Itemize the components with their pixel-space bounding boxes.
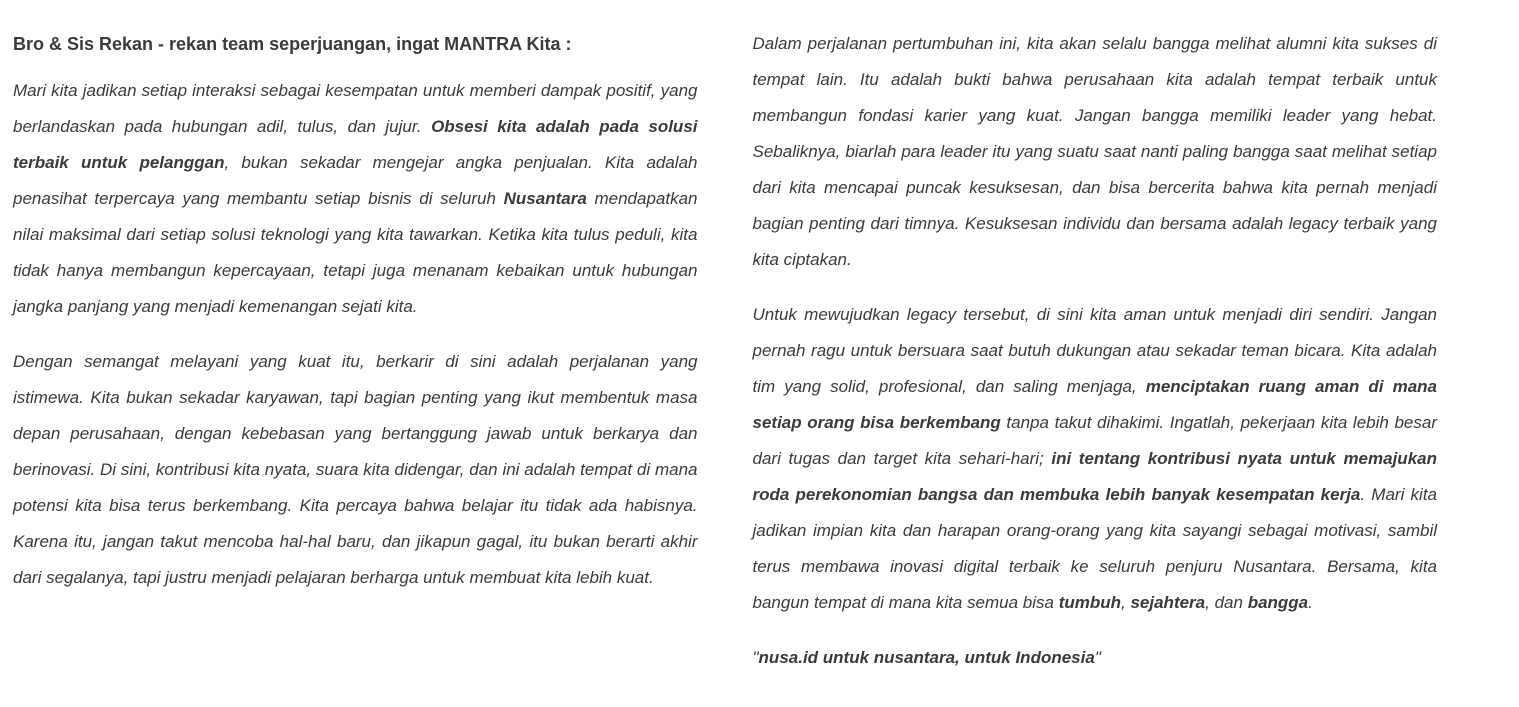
- right-paragraph-2: Untuk mewujudkan legacy tersebut, di sini kita aman untuk menjadi diri sendiri. Jangan pernah ragu untuk bersuara saat butuh dukungan atau sekadar teman bicara. Kita adalah tim yang solid, profesional, dan saling menjaga, menciptakan ruang aman di mana setiap orang bisa berkembang tanpa takut dihakimi. Ingatlah, pekerjaan kita lebih besar dari tugas dan target kita sehari-hari; ini tentang kontribusi nyata untuk memajukan roda perekonomian bangsa dan membuka lebih banyak kesempatan kerja. Mari kita jadikan impian kita dan harapan orang-orang yang kita sayangi sebagai motivasi, sambil terus membawa inovasi digital terbaik ke seluruh penjuru Nusantara. Bersama, kita bangun tempat di mana kita semua bisa tumbuh, sejahtera, dan bangga.: [752, 305, 1437, 612]
- left-column: [13, 26, 698, 695]
- closing-quote: "nusa.id untuk nusantara, untuk Indonesia": [752, 648, 1101, 667]
- right-column: [753, 26, 1438, 695]
- mantra-heading: Bro & Sis Rekan - rekan team seperjuangan, ingat MANTRA Kita :: [13, 34, 572, 54]
- left-paragraph-2: Dengan semangat melayani yang kuat itu, berkarir di sini adalah perjalanan yang istimewa. Kita bukan sekadar karyawan, tapi bagian penting yang ikut membentuk masa depan perusahaan, dengan kebebasan yang bertanggung jawab untuk berkarya dan berinovasi. Di sini, kontribusi kita nyata, suara kita didengar, dan ini adalah tempat di mana potensi kita bisa terus berkembang. Kita percaya bahwa belajar itu tidak ada habisnya. Karena itu, jangan takut mencoba hal-hal baru, dan jikapun gagal, itu bukan berarti akhir dari segalanya, tapi justru menjadi pelajaran berharga untuk membuat kita lebih kuat.: [13, 352, 698, 587]
- right-paragraph-1: Dalam perjalanan pertumbuhan ini, kita akan selalu bangga melihat alumni kita sukses di tempat lain. Itu adalah bukti bahwa perusahaan kita adalah tempat terbaik untuk membangun fondasi karier yang kuat. Jangan bangga memiliki leader yang hebat. Sebaliknya, biarlah para leader itu yang suatu saat nanti paling bangga saat melihat setiap dari kita mencapai puncak kesuksesan, dan bisa bercerita bahwa kita pernah menjadi bagian penting dari timnya. Kesuksesan individu dan bersama adalah legacy terbaik yang kita ciptakan.: [752, 34, 1437, 269]
- left-paragraph-1: Mari kita jadikan setiap interaksi sebagai kesempatan untuk memberi dampak positif, yang berlandaskan pada hubungan adil, tulus, dan jujur. Obsesi kita adalah pada solusi terbaik untuk pelanggan, bukan sekadar mengejar angka penjualan. Kita adalah penasihat terpercaya yang membantu setiap bisnis di seluruh Nusantara mendapatkan nilai maksimal dari setiap solusi teknologi yang kita tawarkan. Ketika kita tulus peduli, kita tidak hanya membangun kepercayaan, tetapi juga menanam kebaikan untuk hubungan jangka panjang yang menjadi kemenangan sejati kita.: [13, 81, 698, 316]
